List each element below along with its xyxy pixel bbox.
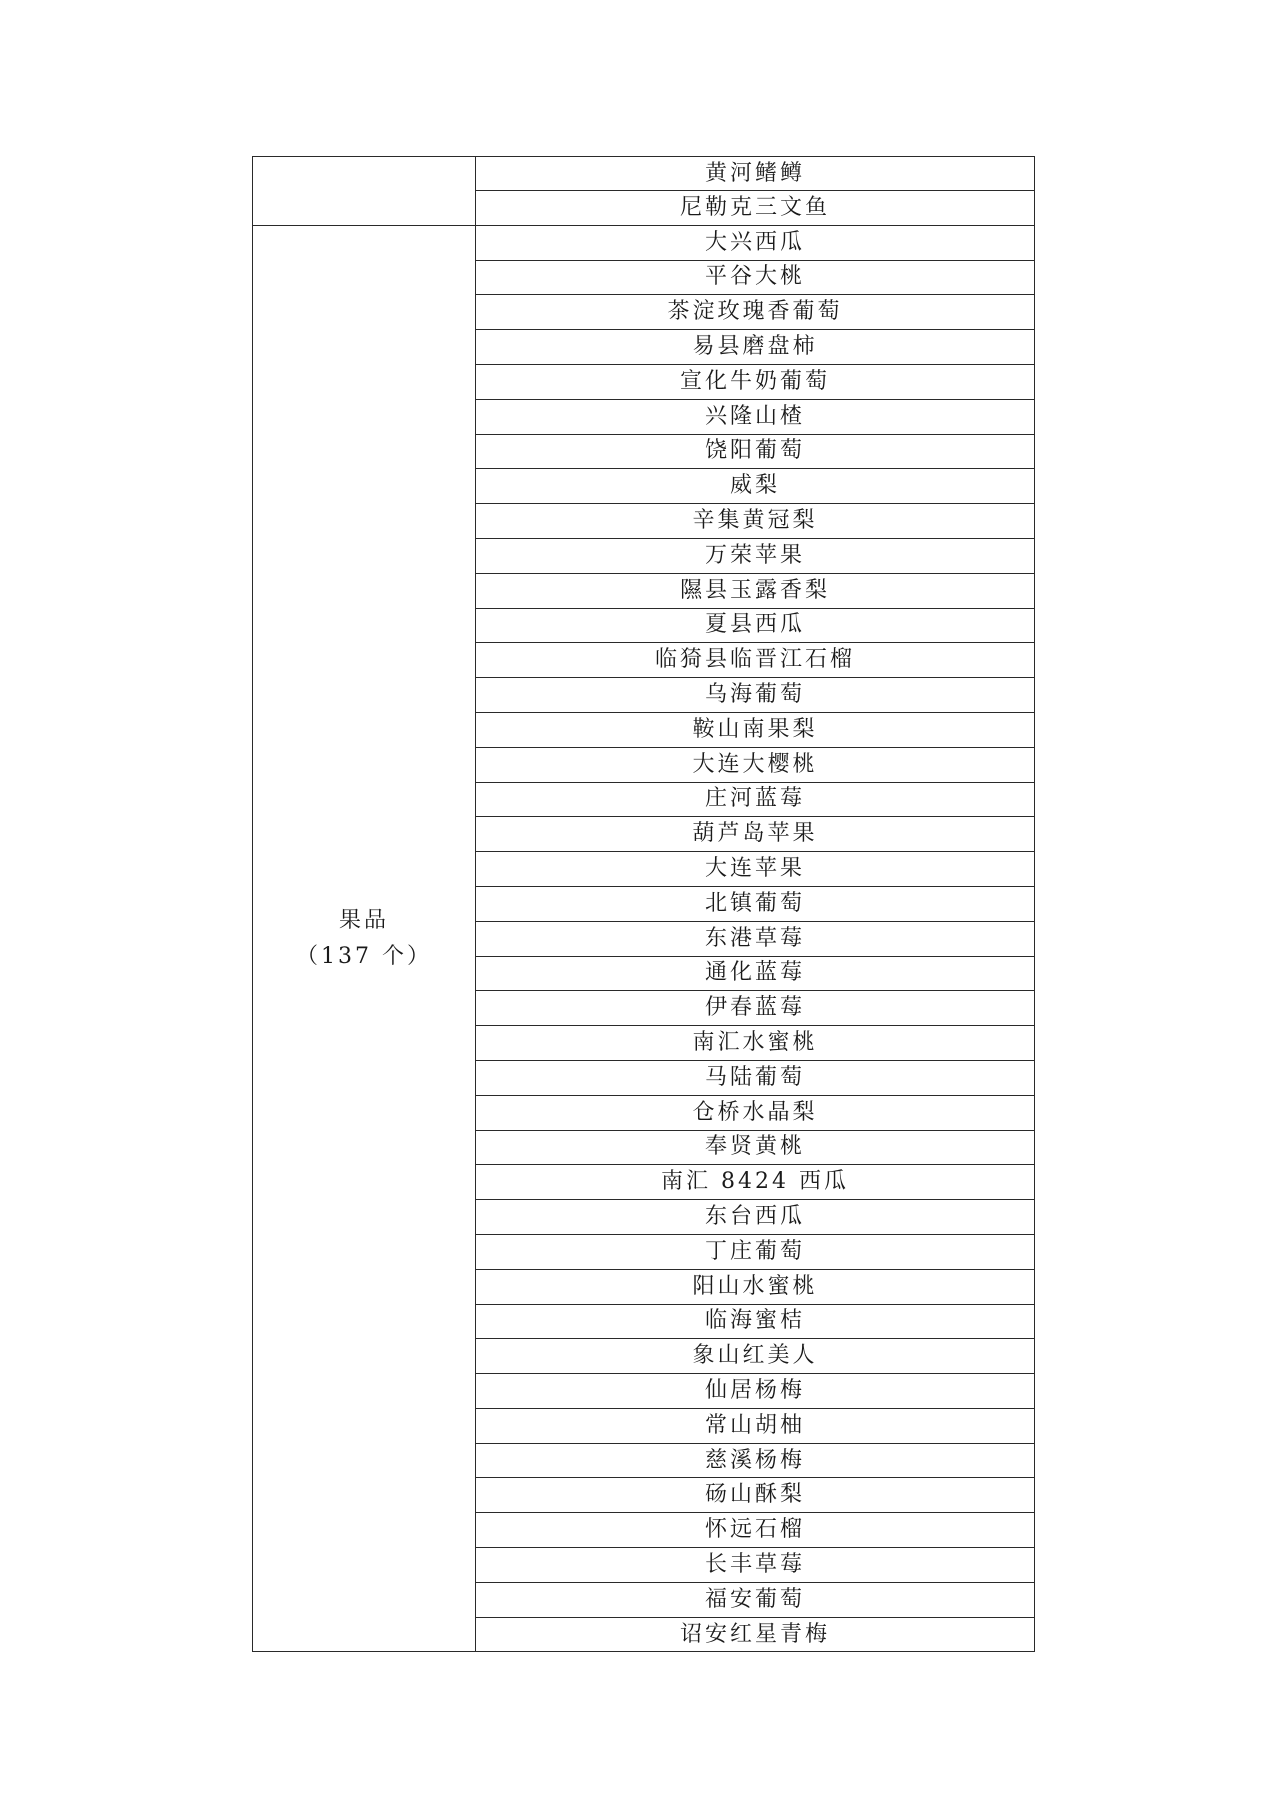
product-name-cell: 长丰草莓: [476, 1548, 1035, 1583]
product-name-cell: 平谷大桃: [476, 260, 1035, 295]
product-name-cell: 乌海葡萄: [476, 678, 1035, 713]
product-name-cell: 南汇水蜜桃: [476, 1026, 1035, 1061]
product-name-cell: 万荣苹果: [476, 538, 1035, 573]
product-name-cell: 马陆葡萄: [476, 1060, 1035, 1095]
product-name-cell: 东台西瓜: [476, 1200, 1035, 1235]
product-table: [252, 156, 1035, 1652]
product-name-cell: 东港草莓: [476, 921, 1035, 956]
product-name-cell: 南汇 8424 西瓜: [476, 1165, 1035, 1200]
product-name-cell: 茶淀玫瑰香葡萄: [476, 295, 1035, 330]
table-row: [253, 157, 1035, 191]
category-cell: [253, 157, 476, 226]
product-name-cell: 辛集黄冠梨: [476, 504, 1035, 539]
product-name-cell: 宣化牛奶葡萄: [476, 364, 1035, 399]
product-name-cell: 易县磨盘柿: [476, 330, 1035, 365]
product-name-cell: 奉贤黄桃: [476, 1130, 1035, 1165]
product-name-cell: 黄河鳍鳟: [476, 157, 1035, 191]
product-name-cell: 仙居杨梅: [476, 1374, 1035, 1409]
product-list-page: [252, 156, 1034, 1652]
product-name-cell: 大连大樱桃: [476, 747, 1035, 782]
product-name-cell: 常山胡柚: [476, 1408, 1035, 1443]
product-name-cell: 临猗县临晋江石榴: [476, 643, 1035, 678]
product-name-cell: 葫芦岛苹果: [476, 817, 1035, 852]
product-name-cell: 临海蜜桔: [476, 1304, 1035, 1339]
product-name-cell: 象山红美人: [476, 1339, 1035, 1374]
product-name-cell: 北镇葡萄: [476, 886, 1035, 921]
product-name-cell: 庄河蓝莓: [476, 782, 1035, 817]
product-name-cell: 慈溪杨梅: [476, 1443, 1035, 1478]
product-name-cell: 兴隆山楂: [476, 399, 1035, 434]
category-cell: [253, 225, 476, 1652]
table-row: [253, 225, 1035, 260]
product-name-cell: 诏安红星青梅: [476, 1617, 1035, 1652]
product-name-cell: 夏县西瓜: [476, 608, 1035, 643]
product-name-cell: 仓桥水晶梨: [476, 1095, 1035, 1130]
product-name-cell: 大兴西瓜: [476, 225, 1035, 260]
product-table-body: [253, 157, 1035, 1652]
product-name-cell: 饶阳葡萄: [476, 434, 1035, 469]
product-name-cell: 砀山酥梨: [476, 1478, 1035, 1513]
category-count: （137 个）: [296, 943, 432, 969]
product-name-cell: 尼勒克三文鱼: [476, 191, 1035, 226]
product-name-cell: 威梨: [476, 469, 1035, 504]
product-name-cell: 鞍山南果梨: [476, 712, 1035, 747]
product-name-cell: 丁庄葡萄: [476, 1234, 1035, 1269]
product-name-cell: 伊春蓝莓: [476, 991, 1035, 1026]
product-name-cell: 通化蓝莓: [476, 956, 1035, 991]
product-name-cell: 福安葡萄: [476, 1582, 1035, 1617]
product-name-cell: 大连苹果: [476, 852, 1035, 887]
product-name-cell: 怀远石榴: [476, 1513, 1035, 1548]
category-name: 果品: [338, 907, 389, 933]
product-name-cell: 阳山水蜜桃: [476, 1269, 1035, 1304]
product-name-cell: 隰县玉露香梨: [476, 573, 1035, 608]
